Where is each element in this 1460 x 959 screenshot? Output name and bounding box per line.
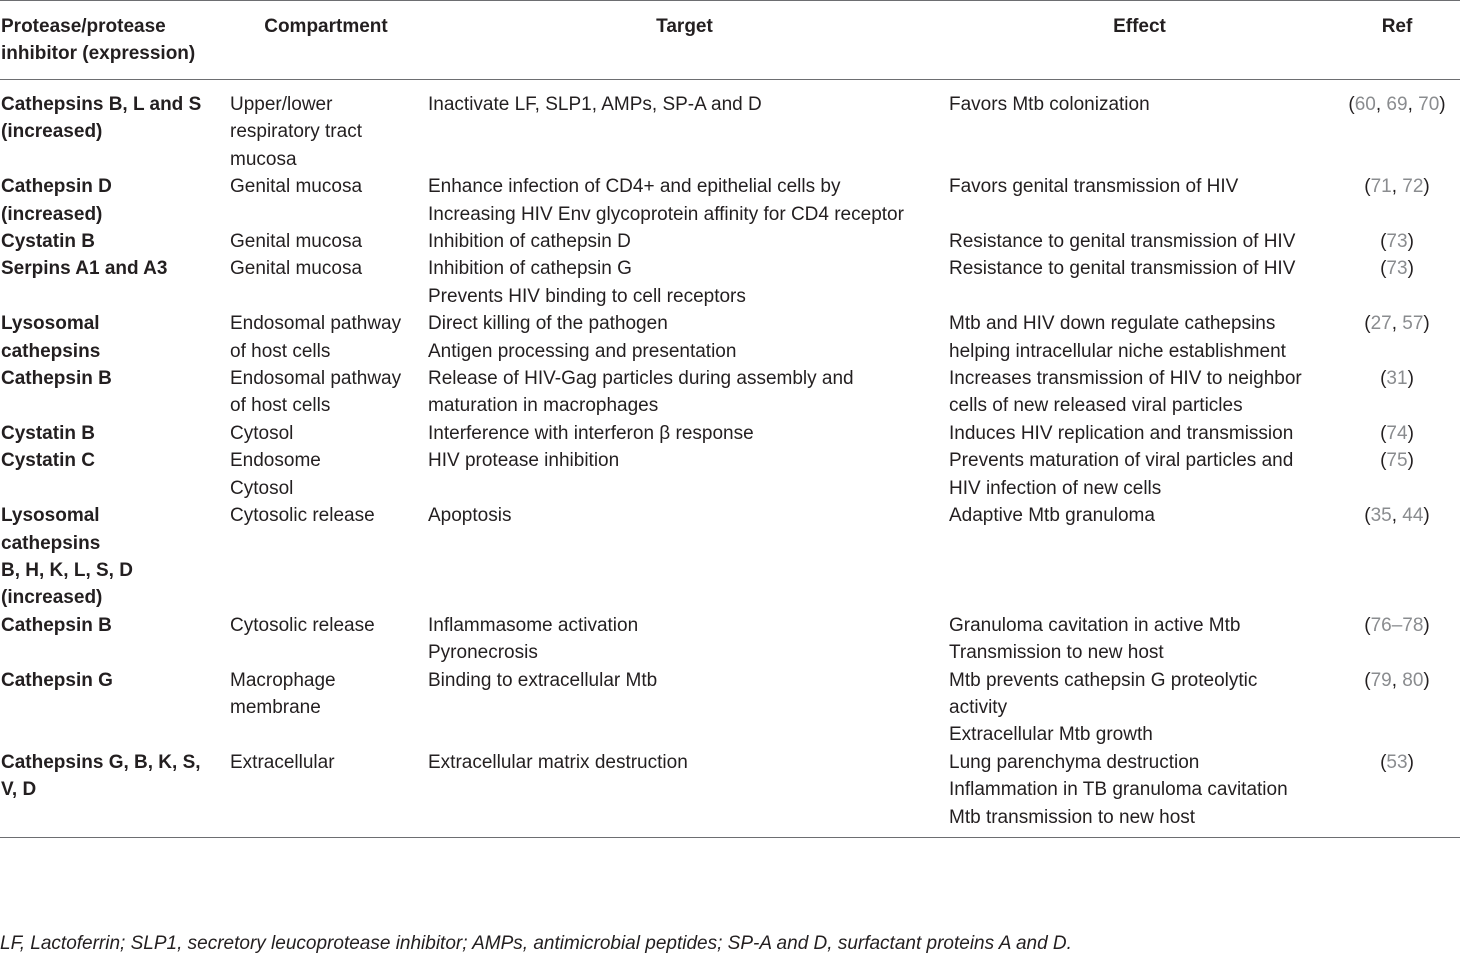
cell-line: Cytosolic release — [230, 614, 375, 636]
table-row — [0, 502, 1460, 612]
cell-line: Cystatin B — [1, 422, 95, 444]
cell-effect — [945, 612, 1334, 667]
cell-effect — [945, 447, 1334, 502]
reference-link[interactable]: 74 — [1386, 422, 1408, 444]
cell-line: Serpins A1 and A3 — [1, 258, 168, 280]
cell-ref: (35, 44) — [1364, 505, 1430, 527]
reference-link[interactable]: 60 — [1354, 94, 1376, 115]
cell-target — [424, 420, 945, 447]
table-footnote: LF, Lactoferrin; SLP1, secretory leucoprotease inhibitor; AMPs, antimicrobial peptides; SP-A and D, surfactant proteins A and D. — [0, 933, 1072, 954]
reference-link[interactable]: 69 — [1386, 94, 1408, 115]
cell-line: Resistance to genital transmission of HIV — [949, 231, 1296, 253]
cell-line: Inhibition of cathepsin G — [428, 258, 632, 280]
cell-line: of host cells — [230, 340, 331, 362]
cell-line: Inflammasome activation — [428, 614, 639, 636]
header-compartment: Compartment — [228, 1, 424, 80]
table-row — [0, 667, 1460, 749]
cell-line: Increasing HIV Env glycoprotein affinity for CD4 receptor — [428, 203, 904, 225]
cell-line: Direct killing of the pathogen — [428, 313, 668, 335]
reference-link[interactable]: 72 — [1402, 176, 1424, 198]
cell-line: Granuloma cavitation in active Mtb — [949, 614, 1241, 636]
cell-line: (increased) — [1, 121, 103, 143]
cell-line: Cathepsin B — [1, 368, 112, 390]
cell-line: Cystatin C — [1, 450, 95, 472]
cell-effect — [945, 502, 1334, 612]
cell-compartment — [228, 228, 424, 255]
cell-line: helping intracellular niche establishment — [949, 340, 1286, 362]
reference-link[interactable]: 76–78 — [1370, 614, 1424, 636]
cell-protease — [0, 173, 228, 228]
cell-line: HIV protease inhibition — [428, 450, 620, 472]
cell-ref: (75) — [1380, 450, 1414, 472]
cell-line: Mtb and HIV down regulate cathepsins — [949, 313, 1276, 335]
cell-line: of host cells — [230, 395, 331, 417]
header-effect: Effect — [945, 1, 1334, 80]
cell-ref: (31) — [1380, 368, 1414, 390]
cell-line: Pyronecrosis — [428, 642, 538, 664]
cell-line: membrane — [230, 696, 321, 718]
cell-compartment — [228, 173, 424, 228]
cell-ref: (73) — [1380, 258, 1414, 280]
reference-link[interactable]: 44 — [1402, 505, 1424, 527]
cell-line: Endosomal pathway — [230, 313, 402, 335]
cell-line: maturation in macrophages — [428, 395, 659, 417]
cell-target — [424, 502, 945, 612]
cell-line: Induces HIV replication and transmission — [949, 422, 1294, 444]
cell-line: Extracellular matrix destruction — [428, 751, 688, 773]
cell-target — [424, 749, 945, 838]
cell-line: Cystatin B — [1, 231, 95, 253]
reference-link[interactable]: 73 — [1386, 258, 1408, 280]
cell-effect — [945, 749, 1334, 838]
reference-link[interactable]: 79 — [1370, 669, 1392, 691]
cell-ref: (76–78) — [1364, 614, 1430, 636]
cell-line: Cytosolic release — [230, 505, 375, 527]
cell-effect — [945, 80, 1334, 174]
header-ref: Ref — [1334, 1, 1460, 80]
cell-line: Prevents HIV binding to cell receptors — [428, 285, 746, 307]
cell-effect — [945, 228, 1334, 255]
cell-line: Genital mucosa — [230, 231, 363, 253]
table-row — [0, 173, 1460, 228]
cell-compartment — [228, 502, 424, 612]
cell-compartment — [228, 255, 424, 310]
table-row — [0, 749, 1460, 838]
cell-line: Macrophage — [230, 669, 336, 691]
cell-compartment — [228, 365, 424, 420]
header-target: Target — [424, 1, 945, 80]
cell-ref: (79, 80) — [1364, 669, 1430, 691]
table-row — [0, 447, 1460, 502]
cell-compartment — [228, 80, 424, 174]
cell-compartment — [228, 420, 424, 447]
cell-line: Inhibition of cathepsin D — [428, 231, 631, 253]
cell-target — [424, 228, 945, 255]
table-header — [0, 1, 1460, 80]
cell-line: cathepsins — [1, 532, 101, 554]
cell-protease — [0, 749, 228, 838]
cell-line: Cathepsins B, L and S — [1, 94, 202, 115]
cell-protease — [0, 612, 228, 667]
cell-line: Cathepsin B — [1, 614, 112, 636]
cell-line: (increased) — [1, 203, 103, 225]
cell-target — [424, 612, 945, 667]
cell-line: Adaptive Mtb granuloma — [949, 505, 1155, 527]
cell-line: HIV infection of new cells — [949, 477, 1162, 499]
cell-line: Extracellular Mtb growth — [949, 724, 1153, 746]
cell-line: Lysosomal — [1, 505, 100, 527]
cell-protease — [0, 365, 228, 420]
reference-link[interactable]: 80 — [1402, 669, 1424, 691]
cell-ref: (74) — [1380, 422, 1414, 444]
cell-line: Antigen processing and presentation — [428, 340, 737, 362]
cell-effect — [945, 667, 1334, 749]
cell-line: Binding to extracellular Mtb — [428, 669, 658, 691]
cell-line: Upper/lower — [230, 94, 333, 115]
cell-target — [424, 667, 945, 749]
cell-protease — [0, 447, 228, 502]
table-body — [0, 80, 1460, 838]
cell-line: Genital mucosa — [230, 258, 363, 280]
reference-link[interactable]: 57 — [1402, 313, 1424, 335]
cell-line: Endosomal pathway — [230, 368, 402, 390]
table-row — [0, 255, 1460, 310]
cell-line: Mtb prevents cathepsin G proteolytic — [949, 669, 1258, 691]
cell-line: Resistance to genital transmission of HIV — [949, 258, 1296, 280]
cell-protease — [0, 502, 228, 612]
cell-line: Cytosol — [230, 422, 294, 444]
header-line: Protease/protease — [1, 16, 166, 37]
reference-link[interactable]: 53 — [1386, 751, 1408, 773]
cell-ref: (71, 72) — [1364, 176, 1430, 198]
table-row — [0, 228, 1460, 255]
cell-target — [424, 80, 945, 174]
reference-link[interactable]: 27 — [1370, 313, 1392, 335]
cell-line: Cathepsins G, B, K, S, — [1, 751, 201, 773]
table-row — [0, 310, 1460, 365]
cell-effect — [945, 255, 1334, 310]
reference-link[interactable]: 31 — [1386, 368, 1408, 390]
cell-line: (increased) — [1, 587, 103, 609]
cell-target — [424, 310, 945, 365]
cell-target — [424, 365, 945, 420]
cell-line: cathepsins — [1, 340, 101, 362]
cell-compartment — [228, 749, 424, 838]
cell-ref: (73) — [1380, 231, 1414, 253]
cell-compartment — [228, 447, 424, 502]
cell-effect — [945, 310, 1334, 365]
cell-compartment — [228, 310, 424, 365]
reference-link[interactable]: 73 — [1386, 231, 1408, 253]
table-row — [0, 365, 1460, 420]
cell-ref: (27, 57) — [1364, 313, 1430, 335]
cell-ref: (53) — [1334, 749, 1460, 838]
cell-effect — [945, 173, 1334, 228]
cell-effect — [945, 420, 1334, 447]
cell-target — [424, 447, 945, 502]
cell-protease — [0, 310, 228, 365]
reference-link[interactable]: 75 — [1386, 450, 1408, 472]
cell-line: Mtb transmission to new host — [949, 806, 1196, 828]
cell-line: Extracellular — [230, 751, 335, 773]
cell-line: Increases transmission of HIV to neighbor — [949, 368, 1302, 390]
cell-line: Favors genital transmission of HIV — [949, 176, 1239, 198]
reference-link[interactable]: 71 — [1370, 176, 1392, 198]
cell-protease — [0, 667, 228, 749]
cell-line: cells of new released viral particles — [949, 395, 1243, 417]
cell-line: B, H, K, L, S, D — [1, 559, 133, 581]
cell-ref: (60, 69, 70) — [1348, 94, 1446, 115]
cell-protease — [0, 228, 228, 255]
cell-line: Genital mucosa — [230, 176, 363, 198]
cell-line: Inactivate LF, SLP1, AMPs, SP-A and D — [428, 94, 762, 115]
reference-link[interactable]: 35 — [1370, 505, 1392, 527]
cell-line: Transmission to new host — [949, 642, 1164, 664]
cell-line: activity — [949, 696, 1008, 718]
cell-line: Interference with interferon β response — [428, 422, 754, 444]
table-row — [0, 420, 1460, 447]
table-row — [0, 80, 1460, 174]
cell-line: respiratory tract — [230, 121, 362, 143]
cell-line: V, D — [1, 779, 37, 801]
cell-line: Cathepsin G — [1, 669, 113, 691]
cell-line: Favors Mtb colonization — [949, 94, 1150, 115]
cell-compartment — [228, 612, 424, 667]
cell-line: Lung parenchyma destruction — [949, 751, 1200, 773]
table-row — [0, 612, 1460, 667]
cell-protease — [0, 80, 228, 174]
cell-line: Endosome — [230, 450, 321, 472]
cell-line: Cytosol — [230, 477, 294, 499]
cell-target — [424, 173, 945, 228]
cell-line: Enhance infection of CD4+ and epithelial cells by — [428, 176, 841, 198]
cell-line: Prevents maturation of viral particles and — [949, 450, 1294, 472]
header-line: inhibitor (expression) — [1, 43, 196, 65]
cell-line: Lysosomal — [1, 313, 100, 335]
reference-link[interactable]: 70 — [1418, 94, 1440, 115]
header-protease — [0, 1, 228, 80]
cell-line: Release of HIV-Gag particles during assembly and — [428, 368, 854, 390]
cell-line: Inflammation in TB granuloma cavitation — [949, 779, 1288, 801]
cell-compartment — [228, 667, 424, 749]
cell-effect — [945, 365, 1334, 420]
cell-target — [424, 255, 945, 310]
cell-line: Cathepsin D — [1, 176, 112, 198]
cell-line: mucosa — [230, 148, 297, 170]
cell-line: Apoptosis — [428, 505, 512, 527]
cell-protease — [0, 255, 228, 310]
cell-protease — [0, 420, 228, 447]
